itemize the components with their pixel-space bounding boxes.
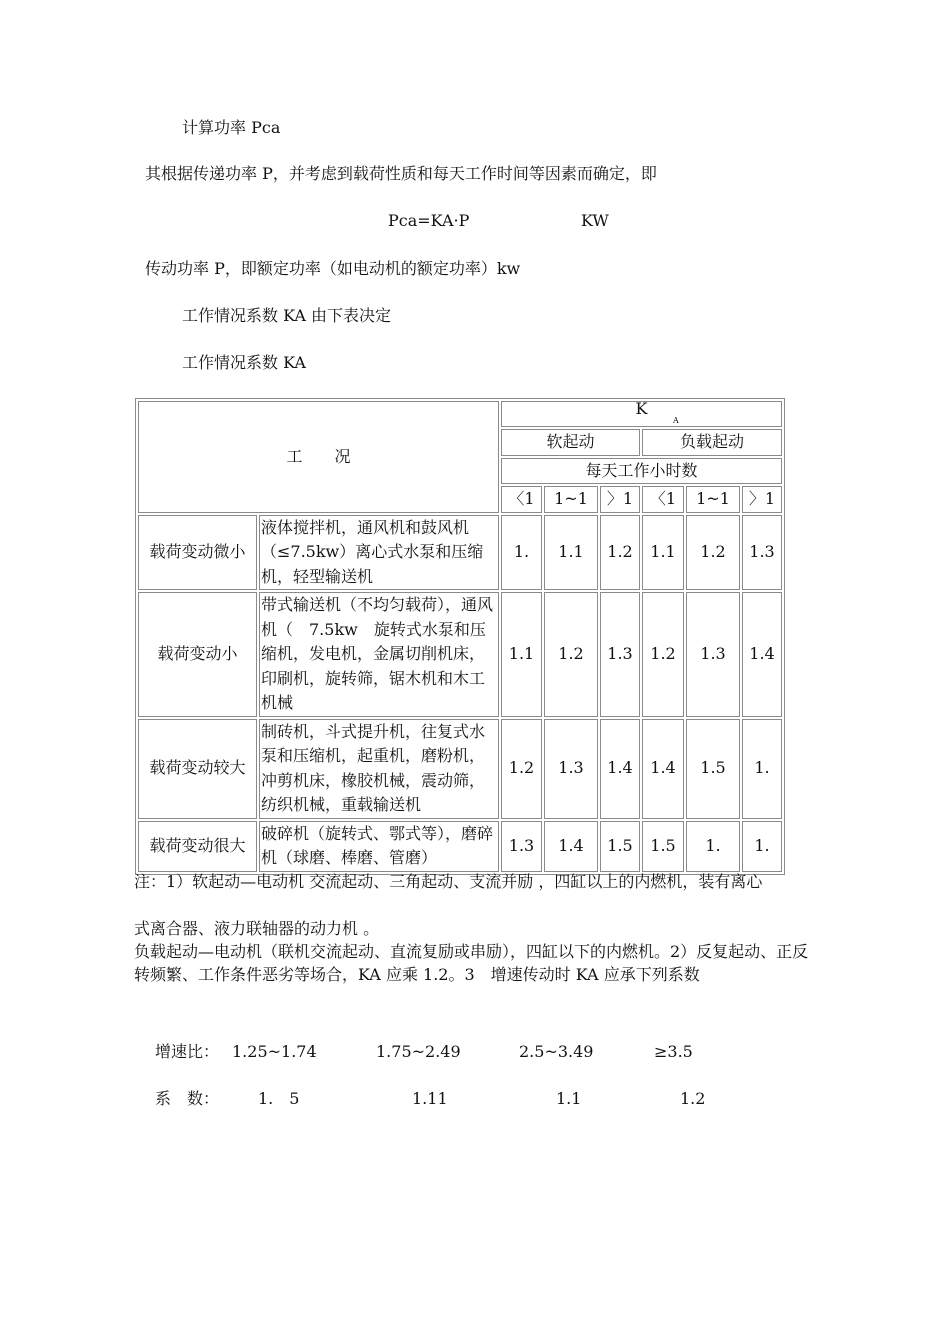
table-row xyxy=(138,592,782,717)
row-category: 载荷变动很大 xyxy=(138,821,257,872)
row-description: 制砖机，斗式提升机，往复式水泵和压缩机，起重机，磨粉机，冲剪机床，橡胶机械，震动筛，纺织机械，重载输送机 xyxy=(259,719,499,819)
row-category: 载荷变动小 xyxy=(138,592,257,717)
value-cell: 1.5 xyxy=(642,821,684,872)
value-cell: 1.3 xyxy=(544,719,598,819)
paragraph-rated-power: 传动功率 P，即额定功率（如电动机的额定功率）kw xyxy=(145,259,521,278)
table-row xyxy=(138,719,782,819)
row-description: 液体搅拌机，通风机和鼓风机（≤7.5kw）离心式水泵和压缩机，轻型输送机 xyxy=(259,515,499,591)
value-cell: 1.1 xyxy=(544,515,598,591)
ratio-value: ≥3.5 xyxy=(654,1042,693,1061)
value-cell: 1.1 xyxy=(501,592,542,717)
ratio-value: 2.5~3.49 xyxy=(519,1042,594,1061)
note-1: 注：1）软起动—电动机 交流起动、三角起动、支流并励 ，四缸以上的内燃机，装有离心 xyxy=(134,872,763,891)
paragraph-ka-determined: 工作情况系数 KA 由下表决定 xyxy=(182,306,392,325)
paragraph-power-basis: 其根据传递功率 P，并考虑到载荷性质和每天工作时间等因素而确定，即 xyxy=(145,164,657,183)
coef-value: 1.2 xyxy=(680,1089,706,1108)
ratio-value: 1.25~1.74 xyxy=(232,1042,317,1061)
hour-col: 1~1 xyxy=(544,486,598,513)
table-row xyxy=(138,821,782,872)
value-cell: 1.2 xyxy=(686,515,740,591)
value-cell: 1.5 xyxy=(600,821,640,872)
hour-col: 〈1 xyxy=(501,486,542,513)
hour-col: 1~1 xyxy=(686,486,740,513)
value-cell: 1.1 xyxy=(642,515,684,591)
row-description: 破碎机（旋转式、鄂式等），磨碎机（球磨、棒磨、管磨） xyxy=(259,821,499,872)
ka-table xyxy=(135,398,785,875)
value-cell: 1.2 xyxy=(544,592,598,717)
value-cell: 1.3 xyxy=(742,515,782,591)
value-cell: 1. xyxy=(742,719,782,819)
value-cell: 1.2 xyxy=(642,592,684,717)
coef-label: 系 数： xyxy=(155,1089,220,1108)
value-cell: 1.4 xyxy=(544,821,598,872)
formula: Pca=KA·P xyxy=(388,211,470,230)
value-cell: 1.2 xyxy=(501,719,542,819)
value-cell: 1.3 xyxy=(686,592,740,717)
value-cell: 1. xyxy=(501,515,542,591)
value-cell: 1.4 xyxy=(642,719,684,819)
hour-col: 〈1 xyxy=(642,486,684,513)
coef-value: 1. 5 xyxy=(258,1089,300,1108)
coef-value: 1.1 xyxy=(556,1089,582,1108)
value-cell: 1.4 xyxy=(600,719,640,819)
ratio-label: 增速比： xyxy=(155,1042,220,1061)
ratio-value: 1.75~2.49 xyxy=(376,1042,461,1061)
value-cell: 1. xyxy=(686,821,740,872)
heading-calc-power: 计算功率 Pca xyxy=(182,118,281,137)
coef-value: 1.11 xyxy=(412,1089,448,1108)
value-cell: 1.5 xyxy=(686,719,740,819)
header-load-start: 负载起动 xyxy=(642,429,782,456)
value-cell: 1.3 xyxy=(600,592,640,717)
row-category: 载荷变动微小 xyxy=(138,515,257,591)
value-cell: 1.4 xyxy=(742,592,782,717)
header-hours: 每天工作小时数 xyxy=(501,458,782,485)
table-caption: 工作情况系数 KA xyxy=(182,353,306,372)
row-category: 载荷变动较大 xyxy=(138,719,257,819)
note-3: 负载起动—电动机（联机交流起动、直流复励或串励），四缸以下的内燃机。2）反复起动、正反转频繁、工作条件恶劣等场合，KA 应乘 1.2。3 增速传动时 KA 应承下列系数 xyxy=(134,942,809,984)
value-cell: 1. xyxy=(742,821,782,872)
header-soft-start: 软起动 xyxy=(501,429,640,456)
hour-col: 〉1 xyxy=(742,486,782,513)
hour-col: 〉1 xyxy=(600,486,640,513)
value-cell: 1.3 xyxy=(501,821,542,872)
header-condition: 工 况 xyxy=(138,401,499,513)
formula-unit: KW xyxy=(581,211,609,230)
row-description: 带式输送机（不均匀载荷），通风机（ 7.5kw 旋转式水泵和压缩机，发电机，金属切削机床，印刷机，旋转筛，锯木机和木工机械 xyxy=(259,592,499,717)
header-ka-sub: A xyxy=(673,416,679,425)
value-cell: 1.2 xyxy=(600,515,640,591)
header-ka xyxy=(501,401,782,427)
header-ka-k: K xyxy=(635,401,648,418)
table-row xyxy=(138,515,782,591)
note-2: 式离合器、液力联轴器的动力机 。 xyxy=(134,919,380,938)
